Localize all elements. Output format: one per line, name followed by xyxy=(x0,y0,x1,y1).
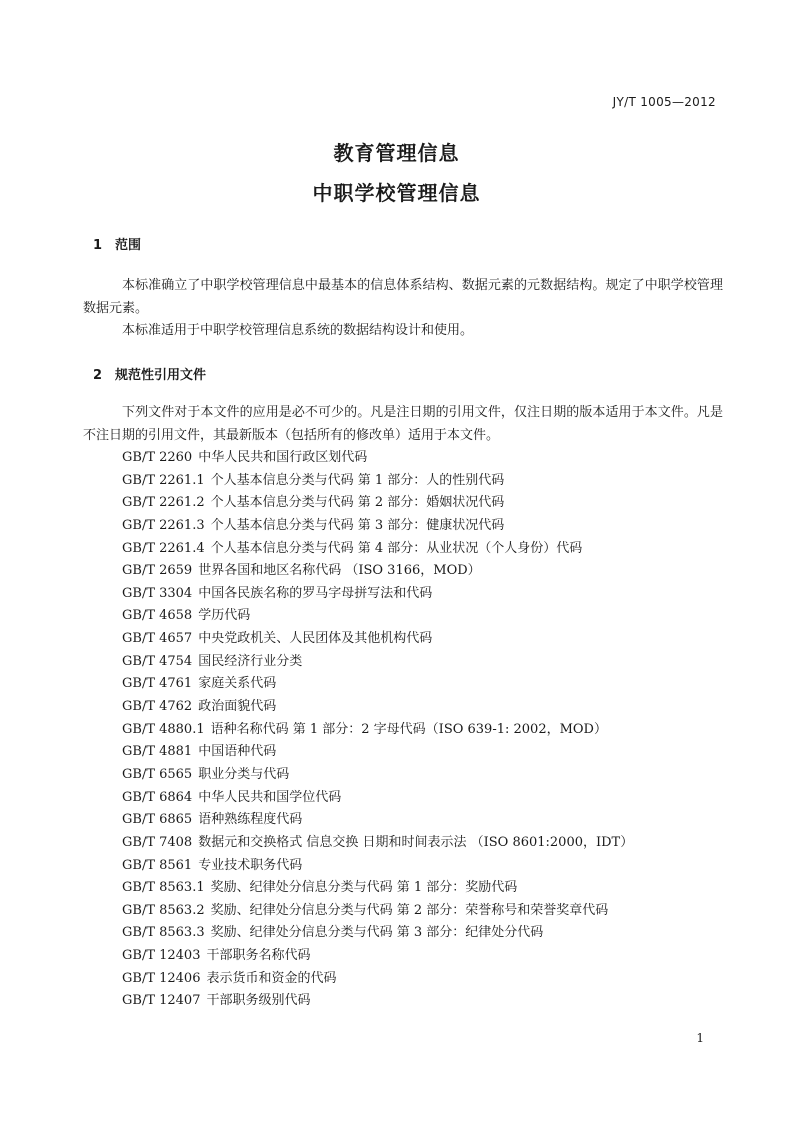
reference-code: GB/T 8563.2 xyxy=(122,902,205,918)
reference-code: GB/T 2260 xyxy=(122,450,193,465)
reference-item xyxy=(122,832,633,855)
reference-code: GB/T 12407 xyxy=(122,993,201,1009)
reference-item xyxy=(122,764,633,787)
reference-item xyxy=(122,538,633,561)
reference-code: GB/T 2261.2 xyxy=(122,495,205,511)
reference-code: GB/T 4762 xyxy=(122,699,193,715)
section-number: 2 xyxy=(93,368,103,383)
reference-item xyxy=(122,696,633,719)
scope-paragraph: 本标准适用于中职学校管理信息系统的数据结构设计和使用。 xyxy=(122,323,474,338)
reference-item xyxy=(122,945,633,968)
reference-code: GB/T 8563.3 xyxy=(122,925,205,941)
reference-title: 国民经济行业分类 xyxy=(198,653,303,669)
reference-title: 政治面貌代码 xyxy=(198,699,277,715)
reference-code: GB/T 4761 xyxy=(122,676,193,692)
reference-code: GB/T 8561 xyxy=(122,857,193,873)
reference-title: 中国语种代码 xyxy=(198,744,277,760)
reference-title: 表示货币和资金的代码 xyxy=(206,970,337,986)
document-subtitle: 中职学校管理信息 xyxy=(312,181,481,205)
reference-item xyxy=(122,900,633,923)
section-heading-normative-references xyxy=(93,364,206,383)
reference-code: GB/T 4657 xyxy=(122,631,193,647)
reference-title: 个人基本信息分类与代码 第 4 部分：从业状况（个人身份）代码 xyxy=(210,540,583,556)
reference-item xyxy=(122,628,633,651)
reference-item xyxy=(122,673,633,696)
reference-item xyxy=(122,922,633,945)
reference-title: 干部职务级别代码 xyxy=(206,993,311,1009)
standard-number: JY/T 1005—2012 xyxy=(612,95,716,109)
reference-code: GB/T 4881 xyxy=(122,744,193,760)
reference-item xyxy=(122,583,633,606)
reference-code: GB/T 2261.4 xyxy=(122,540,205,556)
reference-item xyxy=(122,855,633,878)
reference-item xyxy=(122,560,633,583)
reference-title: 中华人民共和国学位代码 xyxy=(198,789,342,805)
reference-title: 中央党政机关、人民团体及其他机构代码 xyxy=(198,631,433,647)
reference-title: 世界各国和地区名称代码 （ISO 3166，MOD） xyxy=(198,563,481,579)
references-intro-paragraph: 下列文件对于本文件的应用是必不可少的。凡是注日期的引用文件，仅注日期的版本适用于本文件。凡是不注日期的引用文件，其最新版本（包括所有的修改单）适用于本文件。 xyxy=(83,405,723,443)
reference-code: GB/T 2261.3 xyxy=(122,517,205,533)
reference-code: GB/T 4754 xyxy=(122,653,193,669)
section-title: 规范性引用文件 xyxy=(115,368,207,383)
reference-title: 奖励、纪律处分信息分类与代码 第 2 部分：荣誉称号和荣誉奖章代码 xyxy=(210,902,609,918)
reference-code: GB/T 6864 xyxy=(122,789,193,805)
reference-item xyxy=(122,968,633,991)
reference-list xyxy=(122,447,633,1013)
reference-code: GB/T 6565 xyxy=(122,766,193,782)
reference-code: GB/T 7408 xyxy=(122,834,193,850)
reference-code: GB/T 2659 xyxy=(122,563,193,579)
reference-code: GB/T 3304 xyxy=(122,585,193,601)
section-title: 范围 xyxy=(115,238,142,253)
reference-item xyxy=(122,447,633,470)
reference-code: GB/T 4880.1 xyxy=(122,721,205,737)
reference-item xyxy=(122,492,633,515)
reference-code: GB/T 12406 xyxy=(122,970,201,986)
reference-item xyxy=(122,719,633,742)
reference-code: GB/T 8563.1 xyxy=(122,880,205,896)
reference-title: 个人基本信息分类与代码 第 1 部分：人的性别代码 xyxy=(210,472,505,488)
reference-code: GB/T 4658 xyxy=(122,608,193,624)
reference-item xyxy=(122,787,633,810)
reference-code: GB/T 2261.1 xyxy=(122,472,205,488)
reference-title: 语种名称代码 第 1 部分：2 字母代码（ISO 639-1: 2002，MOD） xyxy=(210,721,607,737)
reference-title: 个人基本信息分类与代码 第 2 部分：婚姻状况代码 xyxy=(210,495,505,511)
reference-item xyxy=(122,651,633,674)
reference-title: 中国各民族名称的罗马字母拼写法和代码 xyxy=(198,585,433,601)
reference-title: 数据元和交换格式 信息交换 日期和时间表示法 （ISO 8601:2000，IDT） xyxy=(198,834,634,850)
reference-title: 中华人民共和国行政区划代码 xyxy=(198,450,368,465)
reference-item xyxy=(122,809,633,832)
reference-title: 学历代码 xyxy=(198,608,251,624)
reference-item xyxy=(122,470,633,493)
reference-title: 个人基本信息分类与代码 第 3 部分：健康状况代码 xyxy=(210,517,505,533)
page-number: 1 xyxy=(696,1031,704,1045)
reference-title: 语种熟练程度代码 xyxy=(198,812,303,828)
scope-paragraph: 本标准确立了中职学校管理信息中最基本的信息体系结构、数据元素的元数据结构。规定了中职学校管理数据元素。 xyxy=(83,278,723,316)
reference-title: 专业技术职务代码 xyxy=(198,857,303,873)
reference-item xyxy=(122,605,633,628)
reference-item xyxy=(122,741,633,764)
reference-code: GB/T 12403 xyxy=(122,948,201,964)
section-heading-scope xyxy=(93,234,141,253)
document-title: 教育管理信息 xyxy=(333,141,460,165)
reference-item xyxy=(122,990,633,1013)
reference-code: GB/T 6865 xyxy=(122,812,193,828)
reference-title: 干部职务名称代码 xyxy=(206,948,311,964)
reference-title: 职业分类与代码 xyxy=(198,766,290,782)
reference-item xyxy=(122,877,633,900)
section-number: 1 xyxy=(93,238,103,253)
reference-title: 奖励、纪律处分信息分类与代码 第 1 部分：奖励代码 xyxy=(210,880,518,896)
reference-title: 家庭关系代码 xyxy=(198,676,277,692)
reference-item xyxy=(122,515,633,538)
reference-title: 奖励、纪律处分信息分类与代码 第 3 部分：纪律处分代码 xyxy=(210,925,544,941)
